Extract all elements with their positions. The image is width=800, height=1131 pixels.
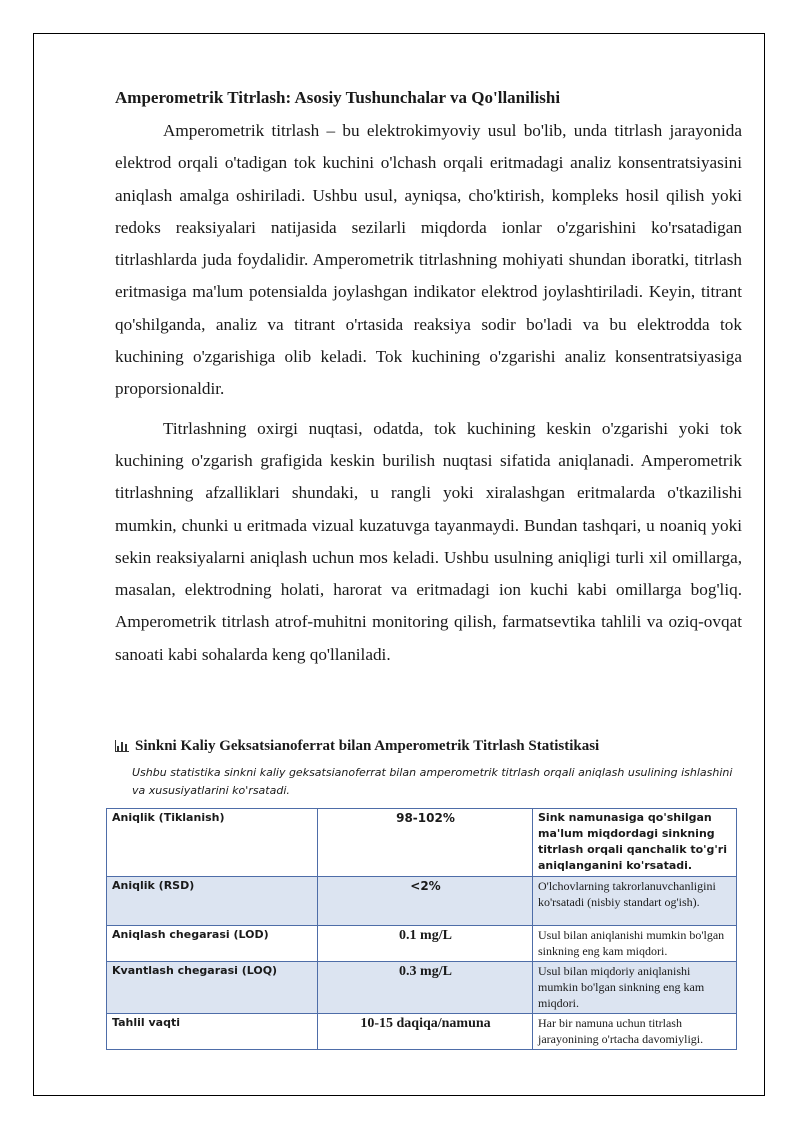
parameter-cell: Kvantlash chegarasi (LOQ): [107, 962, 318, 1014]
description-cell: Usul bilan aniqlanishi mumkin bo'lgan sinkning eng kam miqdori.: [533, 926, 737, 962]
description-cell: Sink namunasiga qo'shilgan ma'lum miqdordagi sinkning titrlash orqali qanchalik to'g'ri aniqlanganini ko'rsatadi.: [533, 809, 737, 877]
value-cell: <2%: [318, 877, 533, 926]
stats-section-header: [115, 735, 745, 800]
document-body: [115, 86, 742, 678]
stats-title: Sinkni Kaliy Geksatsianoferrat bilan Amperometrik Titrlash Statistikasi: [135, 737, 600, 754]
value-cell: 0.1 mg/L: [318, 926, 533, 962]
paragraph-2: Titrlashning oxirgi nuqtasi, odatda, tok kuchining keskin o'zgarishi yoki tok kuchining o'zgarish grafigida keskin burilish nuqtasi sifatida aniqlanadi. Amperometrik titrlashning afzalliklari shundaki, u rangli yoki xiralashgan eritmalarda o'tkazilishi mumkin, chunki u eritmada vizual kuzatuvga tayanmaydi. Bundan tashqari, u noaniq yoki sekin reaksiyalarni aniqlash uchun mos keladi. Ushbu usulning aniqligi turli xil omillarga, masalan, elektrodning holati, harorat va eritmadagi ion kuchi kabi omillarga bog'liq. Amperometrik titrlash atrof-muhitni monitoring qilish, farmatsevtika tahlili va oziq-ovqat sanoati kabi sohalarda keng qo'llaniladi.: [115, 418, 742, 664]
description-cell: Usul bilan miqdoriy aniqlanishi mumkin bo'lgan sinkning eng kam miqdori.: [533, 962, 737, 1014]
document-title: Amperometrik Titrlash: Asosiy Tushunchalar va Qo'llanilishi: [115, 88, 561, 107]
value-cell: 10-15 daqiqa/namuna: [318, 1014, 533, 1050]
parameter-cell: Aniqlik (RSD): [107, 877, 318, 926]
description-cell: Har bir namuna uchun titrlash jarayonining o'rtacha davomiyligi.: [533, 1014, 737, 1050]
value-cell: 0.3 mg/L: [318, 962, 533, 1014]
description-cell: O'lchovlarning takrorlanuvchanligini ko'rsatadi (nisbiy standart og'ish).: [533, 877, 737, 926]
table-row: [107, 926, 737, 962]
parameter-cell: Aniqlik (Tiklanish): [107, 809, 318, 877]
paragraph-1: Amperometrik titrlash – bu elektrokimyoviy usul bo'lib, unda titrlash jarayonida elektrod orqali o'tadigan tok kuchini o'lchash orqali eritmadagi analiz konsentratsiyasini aniqlash amalga oshiriladi. Ushbu usul, ayniqsa, cho'ktirish, kompleks hosil qilish yoki redoks reaksiyalari natijasida sezilarli miqdorda ionlar o'zgarishini ko'rsatadigan titrlashlarda juda foydalidir. Amperometrik titrlashning mohiyati shundan iboratki, titrlash eritmasiga ma'lum potensialda joylashgan indikator elektrod joylashtiriladi. Keyin, titrant qo'shilganda, analiz va titrant o'rtasida reaksiya sodir bo'ladi va bu elektrodda tok kuchining o'zgarishiga olib keladi. Tok kuchining o'zgarishi analiz konsentratsiyasiga proporsionaldir.: [115, 121, 742, 399]
table-row: [107, 962, 737, 1014]
stats-description: Ushbu statistika sinkni kaliy geksatsianoferrat bilan amperometrik titrlash orqali aniqlash usulining ishlashini va xususiyatlarini ko'rsatadi.: [132, 766, 733, 797]
parameter-cell: Aniqlash chegarasi (LOD): [107, 926, 318, 962]
bar-chart-icon: [115, 740, 129, 752]
stats-table: [106, 808, 737, 1050]
value-cell: 98-102%: [318, 809, 533, 877]
table-row: [107, 809, 737, 877]
stats-title-row: [115, 735, 745, 757]
parameter-cell: Tahlil vaqti: [107, 1014, 318, 1050]
table-row: [107, 1014, 737, 1050]
table-row: [107, 877, 737, 926]
